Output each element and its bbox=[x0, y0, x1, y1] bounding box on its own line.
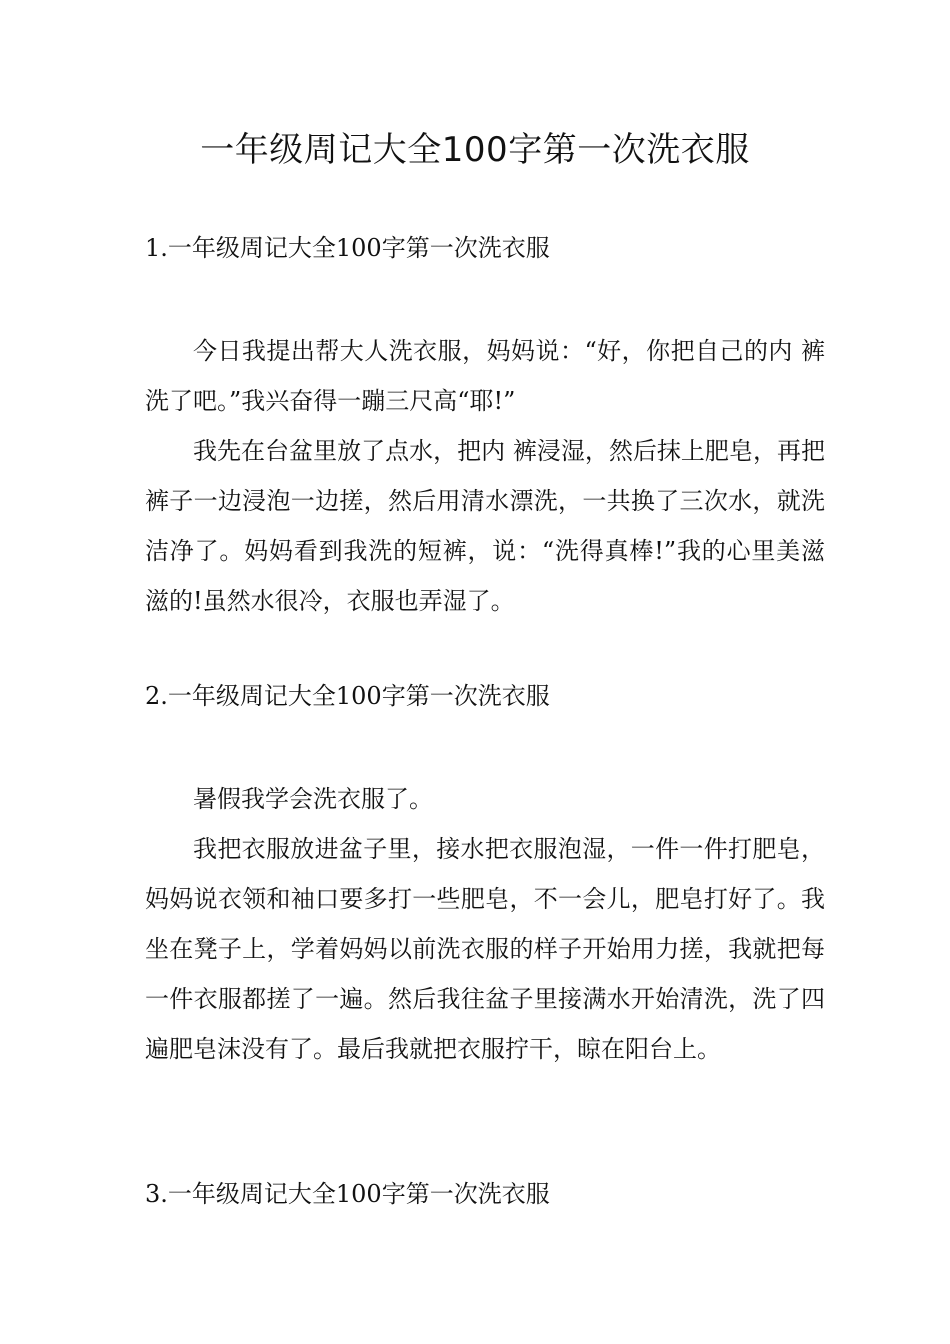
section-2-paragraph-2: 我把衣服放进盆子里，接水把衣服泡湿，一件一件打肥皂，妈妈说衣领和袖口要多打一些肥皂，不一会儿，肥皂打好了。我坐在凳子上，学着妈妈以前洗衣服的样子开始用力搓，我就把每一件衣服都搓了一遍。然后我往盆子里接满水开始清洗，洗了四遍肥皂沫没有了。最后我就把衣服拧干，晾在阳台上。 bbox=[145, 835, 825, 1063]
section-heading-3: 3.一年级周记大全100字第一次洗衣服 bbox=[145, 1180, 550, 1208]
page-title: 一年级周记大全100字第一次洗衣服 bbox=[200, 130, 750, 170]
section-1-paragraph-2: 我先在台盆里放了点水，把内 裤浸湿，然后抹上肥皂，再把裤子一边浸泡一边搓，然后用清水漂洗，一共换了三次水，就洗洁净了。妈妈看到我洗的短裤，说：“洗得真棒!”我的心里美滋滋的!虽然水很冷，衣服也弄湿了。 bbox=[145, 437, 825, 615]
section-heading-2: 2.一年级周记大全100字第一次洗衣服 bbox=[145, 682, 550, 710]
section-1-paragraph-1: 今日我提出帮大人洗衣服，妈妈说：“好，你把自己的内 裤洗了吧。”我兴奋得一蹦三尺高“耶!” bbox=[145, 337, 825, 415]
section-2-paragraph-1: 暑假我学会洗衣服了。 bbox=[193, 785, 433, 813]
section-heading-1: 1.一年级周记大全100字第一次洗衣服 bbox=[145, 234, 550, 262]
